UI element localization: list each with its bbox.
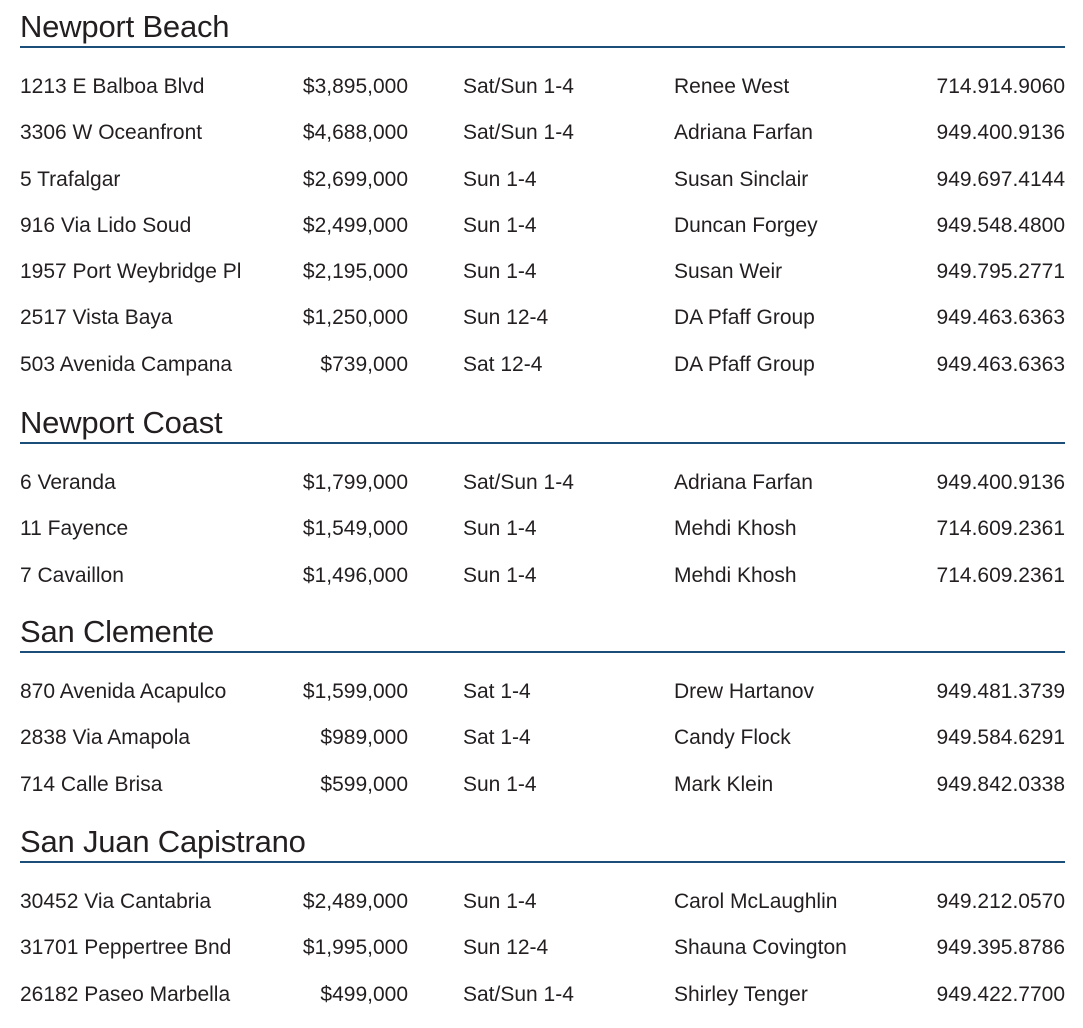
listing-address: 5 Trafalgar <box>20 167 121 191</box>
listing-address: 1957 Port Weybridge Pl <box>20 260 242 284</box>
listing-row <box>20 563 1065 609</box>
agent-name: DA Pfaff Group <box>674 352 815 376</box>
open-house-time: Sun 1-4 <box>463 213 537 237</box>
agent-phone: 949.481.3739 <box>936 680 1065 703</box>
section-divider <box>20 651 1065 653</box>
listing-price: $1,496,000 <box>302 563 408 587</box>
agent-phone: 949.463.6363 <box>936 352 1065 376</box>
agent-phone: 714.914.9060 <box>936 75 1065 98</box>
listing-address: 26182 Paseo Marbella <box>20 982 231 1006</box>
agent-name: Renee West <box>674 75 790 98</box>
listing-price: $499,000 <box>320 982 408 1006</box>
agent-phone: 949.463.6363 <box>936 306 1065 330</box>
listing-price: $2,699,000 <box>302 167 408 191</box>
listing-address: 1213 E Balboa Blvd <box>20 75 205 98</box>
listing-list <box>20 679 1065 818</box>
listing-list <box>20 470 1065 609</box>
listing-price: $4,688,000 <box>302 121 408 145</box>
open-house-time: Sun 1-4 <box>463 260 537 284</box>
agent-name: Duncan Forgey <box>674 213 818 237</box>
section-newport-beach <box>20 8 1065 398</box>
agent-phone: 714.609.2361 <box>936 517 1065 541</box>
listing-price: $1,799,000 <box>302 471 408 494</box>
agent-phone: 949.212.0570 <box>936 890 1065 913</box>
section-san-juan-capistrano <box>20 823 1065 1028</box>
agent-phone: 949.584.6291 <box>936 726 1065 750</box>
section-newport-coast <box>20 404 1065 609</box>
listing-row <box>20 305 1065 351</box>
agent-name: Adriana Farfan <box>674 471 813 494</box>
listing-address: 870 Avenida Acapulco <box>20 680 227 703</box>
agent-phone: 949.697.4144 <box>936 167 1065 191</box>
listing-price: $2,499,000 <box>302 213 408 237</box>
listing-address: 6 Veranda <box>20 471 116 494</box>
listing-address: 714 Calle Brisa <box>20 772 163 796</box>
listing-address: 916 Via Lido Soud <box>20 213 192 237</box>
listing-list <box>20 889 1065 1028</box>
open-house-time: Sat 1-4 <box>463 726 531 750</box>
listing-row <box>20 889 1065 935</box>
agent-phone: 949.795.2771 <box>936 260 1065 284</box>
open-house-time: Sat 1-4 <box>463 680 531 703</box>
listing-price: $1,549,000 <box>302 517 408 541</box>
listing-row <box>20 935 1065 981</box>
listing-row <box>20 259 1065 305</box>
listing-address: 2838 Via Amapola <box>20 726 191 750</box>
agent-phone: 949.548.4800 <box>936 213 1065 237</box>
open-house-time: Sun 1-4 <box>463 167 537 191</box>
listing-row <box>20 679 1065 725</box>
listing-address: 503 Avenida Campana <box>20 352 233 376</box>
agent-name: Mark Klein <box>674 772 774 796</box>
listing-row <box>20 516 1065 562</box>
section-title: San Clemente <box>20 614 215 649</box>
listing-price: $1,250,000 <box>302 306 408 330</box>
open-house-time: Sun 1-4 <box>463 517 537 541</box>
agent-name: Mehdi Khosh <box>674 517 797 541</box>
open-house-time: Sat 12-4 <box>463 352 543 376</box>
agent-name: Susan Sinclair <box>674 167 809 191</box>
listing-address: 7 Cavaillon <box>20 563 124 587</box>
listing-row <box>20 772 1065 818</box>
listing-price: $989,000 <box>320 726 408 750</box>
agent-name: Susan Weir <box>674 260 783 284</box>
listing-row <box>20 352 1065 398</box>
agent-name: Candy Flock <box>674 726 791 750</box>
agent-name: Drew Hartanov <box>674 680 815 703</box>
listing-price: $599,000 <box>320 772 408 796</box>
section-san-clemente <box>20 613 1065 818</box>
open-house-time: Sun 12-4 <box>463 936 549 960</box>
listing-row <box>20 470 1065 516</box>
open-house-time: Sun 1-4 <box>463 890 537 913</box>
listing-price: $3,895,000 <box>302 75 408 98</box>
open-house-time: Sat/Sun 1-4 <box>463 471 574 494</box>
listing-row <box>20 167 1065 213</box>
agent-name: Shauna Covington <box>674 936 847 960</box>
listing-price: $2,489,000 <box>302 890 408 913</box>
listing-list <box>20 74 1065 398</box>
section-divider <box>20 46 1065 48</box>
listing-row <box>20 74 1065 120</box>
agent-name: Mehdi Khosh <box>674 563 797 587</box>
open-house-time: Sat/Sun 1-4 <box>463 75 574 98</box>
listing-address: 11 Fayence <box>20 517 129 541</box>
agent-phone: 949.842.0338 <box>936 772 1065 796</box>
listing-row <box>20 982 1065 1028</box>
agent-name: DA Pfaff Group <box>674 306 815 330</box>
open-house-time: Sat/Sun 1-4 <box>463 121 574 145</box>
open-house-time: Sun 1-4 <box>463 563 537 587</box>
listing-row <box>20 120 1065 166</box>
listing-price: $739,000 <box>320 352 408 376</box>
agent-name: Adriana Farfan <box>674 121 813 145</box>
section-title: Newport Beach <box>20 9 230 44</box>
listing-price: $1,599,000 <box>302 680 408 703</box>
agent-phone: 949.395.8786 <box>936 936 1065 960</box>
listing-address: 2517 Vista Baya <box>20 306 173 330</box>
section-divider <box>20 861 1065 863</box>
listing-address: 31701 Peppertree Bnd <box>20 936 232 960</box>
agent-name: Shirley Tenger <box>674 982 808 1006</box>
agent-phone: 949.400.9136 <box>936 121 1065 145</box>
agent-phone: 949.400.9136 <box>936 471 1065 494</box>
listing-price: $1,995,000 <box>302 936 408 960</box>
section-title: San Juan Capistrano <box>20 824 306 859</box>
listing-row <box>20 213 1065 259</box>
section-title: Newport Coast <box>20 405 223 440</box>
open-house-time: Sun 12-4 <box>463 306 549 330</box>
agent-phone: 949.422.7700 <box>936 982 1065 1006</box>
open-house-time: Sat/Sun 1-4 <box>463 982 574 1006</box>
agent-name: Carol McLaughlin <box>674 890 838 913</box>
listing-address: 30452 Via Cantabria <box>20 890 212 913</box>
section-divider <box>20 442 1065 444</box>
listing-row <box>20 725 1065 771</box>
listing-address: 3306 W Oceanfront <box>20 121 203 145</box>
open-house-time: Sun 1-4 <box>463 772 537 796</box>
agent-phone: 714.609.2361 <box>936 563 1065 587</box>
listing-price: $2,195,000 <box>302 260 408 284</box>
